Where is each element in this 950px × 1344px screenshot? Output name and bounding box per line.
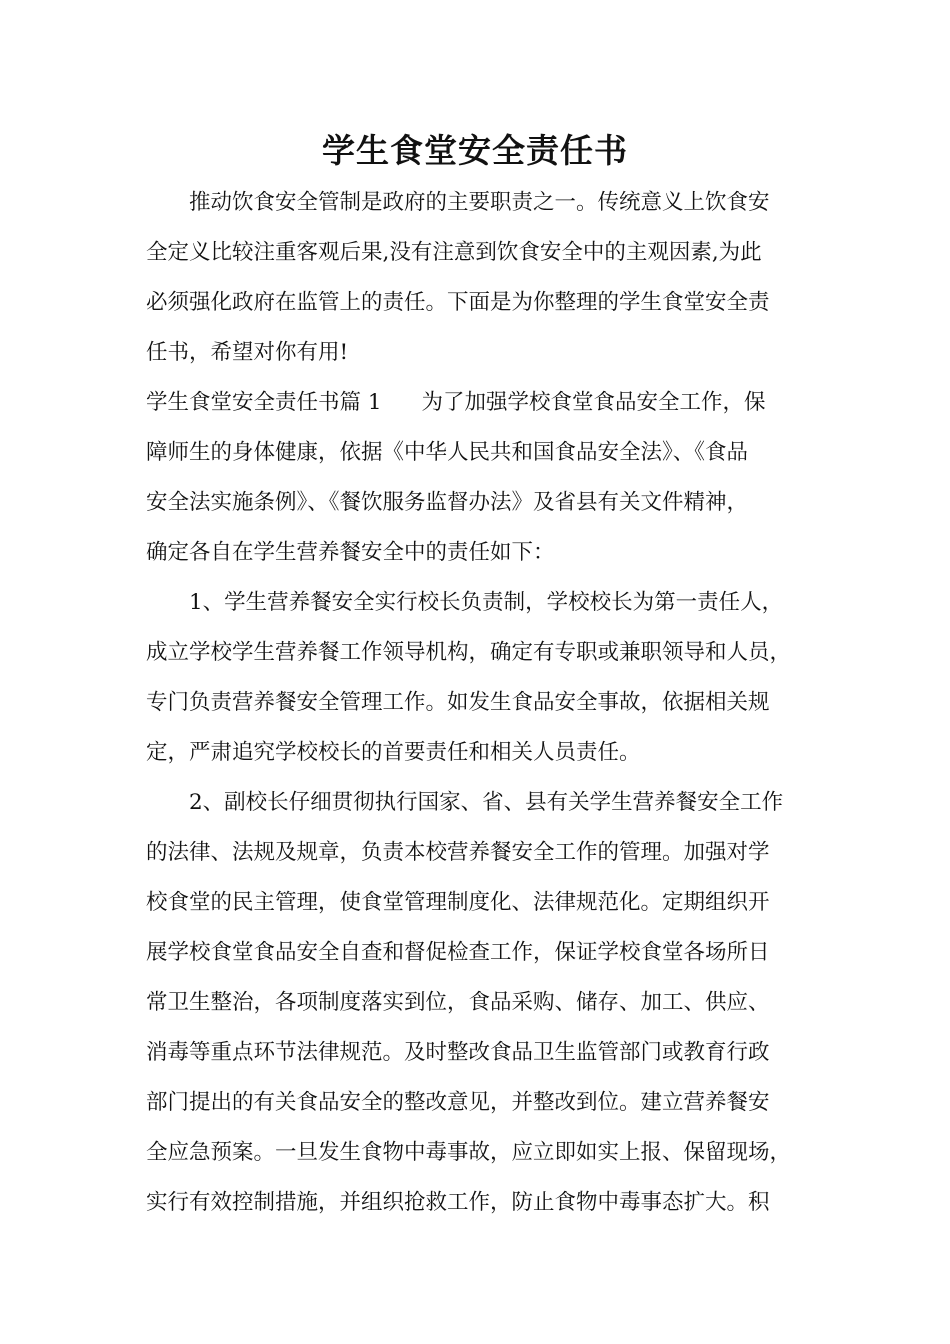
text-line: 任书，希望对你有用! (146, 340, 349, 365)
section-heading: 学生食堂安全责任书篇 1 (146, 390, 382, 415)
document-title: 学生食堂安全责任书 (322, 131, 628, 170)
text-line: 确定各自在学生营养餐安全中的责任如下： (146, 540, 555, 565)
text-line: 1、学生营养餐安全实行校长负责制，学校校长为第一责任人， (189, 590, 784, 615)
text-line: 障师生的身体健康，依据《中华人民共和国食品安全法》、《食品 (146, 440, 749, 465)
text-line: 部门提出的有关食品安全的整改意见，并整改到位。建立营养餐安 (146, 1090, 770, 1115)
text-line: 安全法实施条例》、《餐饮服务监督办法》及省县有关文件精神， (146, 490, 749, 515)
section-line (146, 378, 816, 428)
text-line: 推动饮食安全管制是政府的主要职责之一。传统意义上饮食安 (189, 190, 770, 215)
document-body (146, 178, 816, 1228)
text-line: 2、副校长仔细贯彻执行国家、省、县有关学生营养餐安全工作 (189, 790, 784, 815)
text-line: 全定义比较注重客观后果,没有注意到饮食安全中的主观因素,为此 (146, 240, 762, 265)
text-line: 消毒等重点环节法律规范。及时整改食品卫生监管部门或教育行政 (146, 1040, 770, 1065)
text-line: 全应急预案。一旦发生食物中毒事故，应立即如实上报、保留现场， (146, 1140, 792, 1165)
section-first-text: 为了加强学校食堂食品安全工作，保 (421, 390, 766, 415)
text-line: 定，严肃追究学校校长的首要责任和相关人员责任。 (146, 740, 641, 765)
text-line: 校食堂的民主管理，使食堂管理制度化、法律规范化。定期组织开 (146, 890, 770, 915)
text-line: 展学校食堂食品安全自查和督促检查工作，保证学校食堂各场所日 (146, 940, 770, 965)
text-line: 的法律、法规及规章，负责本校营养餐安全工作的管理。加强对学 (146, 840, 770, 865)
text-line: 常卫生整治，各项制度落实到位，食品采购、储存、加工、供应、 (146, 990, 770, 1015)
text-line: 专门负责营养餐安全管理工作。如发生食品安全事故，依据相关规 (146, 690, 770, 715)
text-line: 成立学校学生营养餐工作领导机构，确定有专职或兼职领导和人员， (146, 640, 792, 665)
text-line: 实行有效控制措施，并组织抢救工作，防止食物中毒事态扩大。积 (146, 1190, 770, 1215)
text-line: 必须强化政府在监管上的责任。下面是为你整理的学生食堂安全责 (146, 290, 770, 315)
